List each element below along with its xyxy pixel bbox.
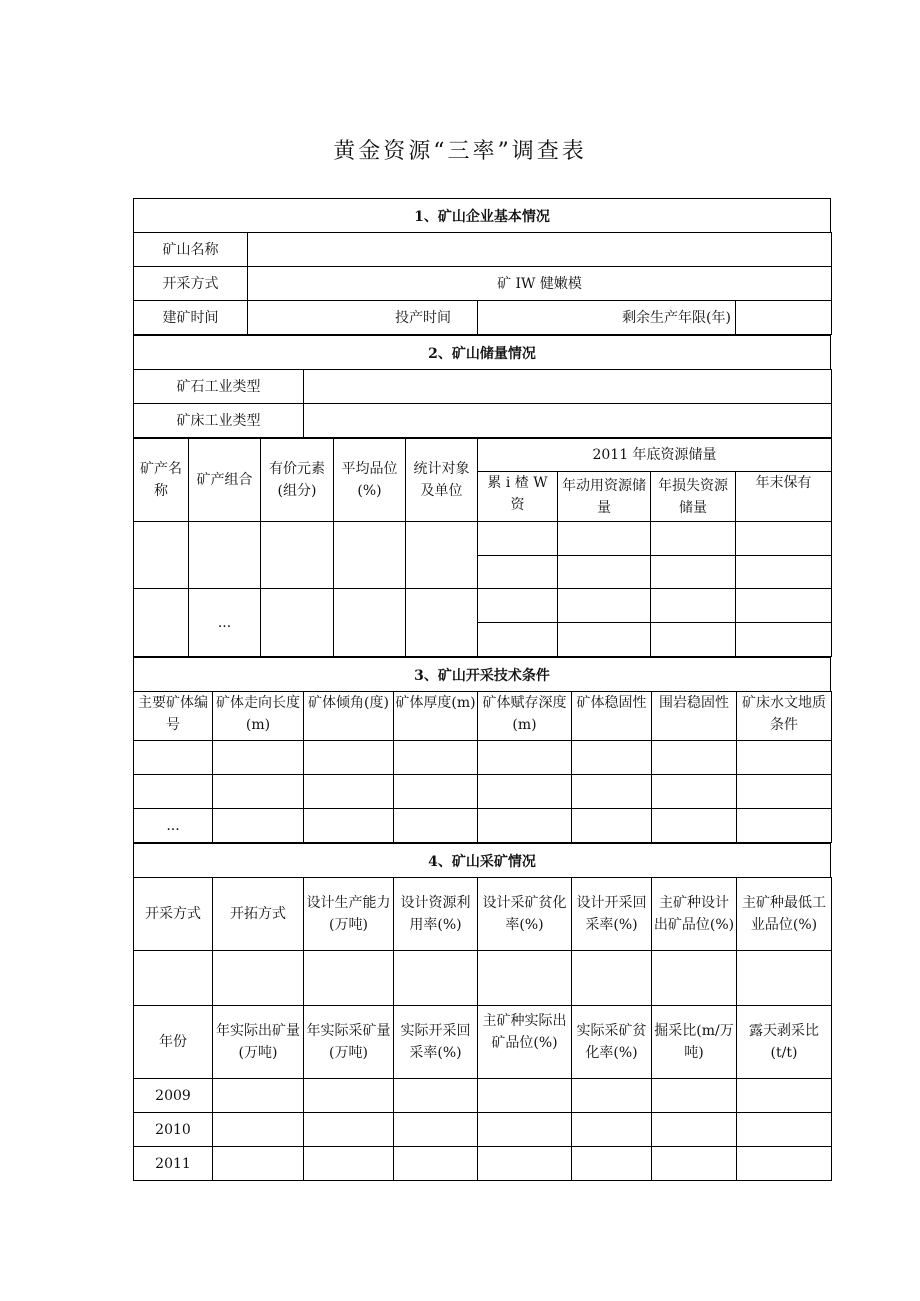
build-time-label: 建矿时间 [134, 301, 248, 335]
year-2011: 2011 [134, 1147, 213, 1181]
table-cell[interactable] [558, 589, 651, 623]
col-actual-grade: 主矿种实际出矿品位(%) [478, 1006, 572, 1079]
table-cell[interactable] [737, 741, 832, 775]
col-design-recovery: 设计开采回采率(%) [572, 878, 652, 951]
col-mining-method: 开采方式 [134, 878, 213, 951]
table-cell[interactable] [304, 951, 394, 1006]
col-thickness: 矿体厚度(m) [394, 692, 478, 741]
section-3-header: 3、矿山开采技术条件 [133, 657, 831, 691]
table-cell[interactable] [134, 741, 213, 775]
table-cell[interactable] [737, 775, 832, 809]
year-2009: 2009 [134, 1079, 213, 1113]
table-cell[interactable] [478, 1113, 572, 1147]
page-title: 黄金资源“三率”调查表 [333, 139, 587, 164]
table-cell[interactable] [478, 775, 572, 809]
table-cell[interactable] [394, 741, 478, 775]
col-rock-stability: 围岩稳固性 [652, 692, 737, 741]
table-cell[interactable] [558, 556, 651, 589]
table-cell[interactable] [736, 589, 832, 623]
table-cell[interactable] [213, 951, 304, 1006]
col-stat-unit: 统计对象及单位 [406, 439, 478, 522]
table-cell[interactable] [652, 951, 737, 1006]
table-cell[interactable] [334, 589, 406, 657]
table-cell[interactable] [394, 1147, 478, 1181]
section-2-header: 2、矿山储量情况 [133, 335, 831, 369]
table-cell[interactable] [651, 522, 736, 556]
ellipsis: ... [134, 809, 213, 843]
mine-name-field[interactable] [248, 233, 832, 267]
table-cell[interactable] [478, 809, 572, 843]
table-cell[interactable] [558, 522, 651, 556]
section-2-top-table [133, 369, 832, 438]
col-design-capacity: 设计生产能力(万吨) [304, 878, 394, 951]
production-time-label: 投产时间 [248, 301, 478, 335]
table-cell[interactable] [572, 1113, 652, 1147]
table-cell[interactable] [652, 1079, 737, 1113]
col-design-utilization: 设计资源利用率(%) [394, 878, 478, 951]
table-cell[interactable] [652, 1147, 737, 1181]
col-annual-loss: 年损失资源储量 [651, 472, 736, 522]
table-cell[interactable] [213, 1147, 304, 1181]
table-cell[interactable] [572, 1079, 652, 1113]
table-cell[interactable] [213, 1079, 304, 1113]
section-3-table [133, 691, 832, 843]
section-1-table [133, 232, 832, 335]
table-cell[interactable] [394, 951, 478, 1006]
table-cell[interactable] [652, 809, 737, 843]
table-cell[interactable] [572, 951, 652, 1006]
table-cell[interactable] [737, 1079, 832, 1113]
table-cell[interactable] [189, 522, 261, 589]
table-cell[interactable] [478, 1079, 572, 1113]
table-cell[interactable] [478, 741, 572, 775]
deposit-type-field[interactable] [304, 404, 832, 438]
col-depth: 矿体赋存深度(m) [478, 692, 572, 741]
col-mineral-name: 矿产名称 [134, 439, 189, 522]
table-cell[interactable] [394, 1113, 478, 1147]
table-cell[interactable] [304, 741, 394, 775]
table-cell[interactable] [478, 522, 558, 556]
table-cell[interactable] [304, 1147, 394, 1181]
col-cumulative: 累 i 楂 W 资 [478, 472, 558, 522]
mine-name-label: 矿山名称 [134, 233, 248, 267]
ore-type-label: 矿石工业类型 [134, 370, 304, 404]
section-4-table [133, 877, 832, 1181]
table-cell[interactable] [572, 775, 652, 809]
table-cell[interactable] [304, 775, 394, 809]
table-cell[interactable] [134, 522, 189, 589]
col-strike-length: 矿体走向长度(m) [213, 692, 304, 741]
col-actual-mining: 年实际采矿量(万吨) [304, 1006, 394, 1079]
table-cell[interactable] [572, 741, 652, 775]
col-annual-used: 年动用资源储量 [558, 472, 651, 522]
table-cell[interactable] [394, 809, 478, 843]
table-cell[interactable] [736, 623, 832, 657]
table-cell[interactable] [737, 951, 832, 1006]
table-cell[interactable] [478, 589, 558, 623]
reserves-header: 2011 年底资源储量 [478, 439, 832, 472]
reserves-table [133, 438, 832, 657]
table-cell[interactable] [213, 1113, 304, 1147]
table-cell[interactable] [134, 589, 189, 657]
table-cell[interactable] [652, 741, 737, 775]
col-year-end: 年末保有 [736, 472, 832, 522]
table-cell[interactable] [261, 589, 334, 657]
col-actual-dilution: 实际采矿贫化率(%) [572, 1006, 652, 1079]
table-cell[interactable] [737, 1147, 832, 1181]
table-cell[interactable] [651, 623, 736, 657]
mining-method-field[interactable]: 矿 IW 健嫩模 [248, 267, 832, 301]
col-design-grade: 主矿种设计出矿品位(%) [652, 878, 737, 951]
table-cell[interactable] [213, 809, 304, 843]
col-actual-recovery: 实际开采回采率(%) [394, 1006, 478, 1079]
survey-form [133, 198, 831, 1181]
table-cell[interactable] [737, 1113, 832, 1147]
deposit-type-label: 矿床工业类型 [134, 404, 304, 438]
table-cell[interactable] [478, 623, 558, 657]
table-cell[interactable] [652, 775, 737, 809]
mining-method-label: 开采方式 [134, 267, 248, 301]
ore-type-field[interactable] [304, 370, 832, 404]
table-cell[interactable] [261, 522, 334, 589]
col-stripping-ratio: 露天剥采比(t/t) [737, 1006, 832, 1079]
col-hydrogeology: 矿床水文地质条件 [737, 692, 832, 741]
col-development-method: 开拓方式 [213, 878, 304, 951]
year-2010: 2010 [134, 1113, 213, 1147]
table-cell[interactable] [334, 522, 406, 589]
section-1-header: 1、矿山企业基本情况 [133, 198, 831, 232]
table-cell[interactable] [572, 1147, 652, 1181]
table-cell[interactable] [304, 1113, 394, 1147]
table-cell[interactable] [394, 775, 478, 809]
table-cell[interactable] [558, 623, 651, 657]
col-design-dilution: 设计采矿贫化率(%) [478, 878, 572, 951]
table-cell[interactable] [736, 556, 832, 589]
table-cell[interactable] [478, 1147, 572, 1181]
col-min-grade: 主矿种最低工业品位(%) [737, 878, 832, 951]
table-cell[interactable] [651, 589, 736, 623]
table-cell[interactable] [213, 775, 304, 809]
table-cell[interactable] [406, 589, 478, 657]
table-cell[interactable] [304, 1079, 394, 1113]
table-cell[interactable] [304, 809, 394, 843]
table-cell[interactable] [478, 556, 558, 589]
table-cell[interactable] [737, 809, 832, 843]
table-cell[interactable] [651, 556, 736, 589]
remaining-years-label: 剩余生产年限(年) [478, 301, 736, 335]
col-valuable-elements: 有价元素(组分) [261, 439, 334, 522]
table-cell[interactable] [478, 951, 572, 1006]
table-cell[interactable] [134, 951, 213, 1006]
table-cell[interactable] [736, 522, 832, 556]
col-mineral-combo: 矿产组合 [189, 439, 261, 522]
col-actual-output: 年实际出矿量(万吨) [213, 1006, 304, 1079]
col-average-grade: 平均品位(%) [334, 439, 406, 522]
col-ore-stability: 矿体稳固性 [572, 692, 652, 741]
col-dip-angle: 矿体倾角(度) [304, 692, 394, 741]
table-cell[interactable] [213, 741, 304, 775]
table-cell[interactable] [572, 809, 652, 843]
table-cell[interactable] [394, 1079, 478, 1113]
table-cell[interactable] [406, 522, 478, 589]
col-ore-body-id: 主要矿体编号 [134, 692, 213, 741]
table-cell[interactable] [652, 1113, 737, 1147]
remaining-years-field[interactable] [736, 301, 832, 335]
section-4-header: 4、矿山采矿情况 [133, 843, 831, 877]
col-tunnel-ratio: 掘采比(m/万吨) [652, 1006, 737, 1079]
col-year: 年份 [134, 1006, 213, 1079]
ellipsis: ... [189, 589, 261, 657]
table-cell[interactable] [134, 775, 213, 809]
